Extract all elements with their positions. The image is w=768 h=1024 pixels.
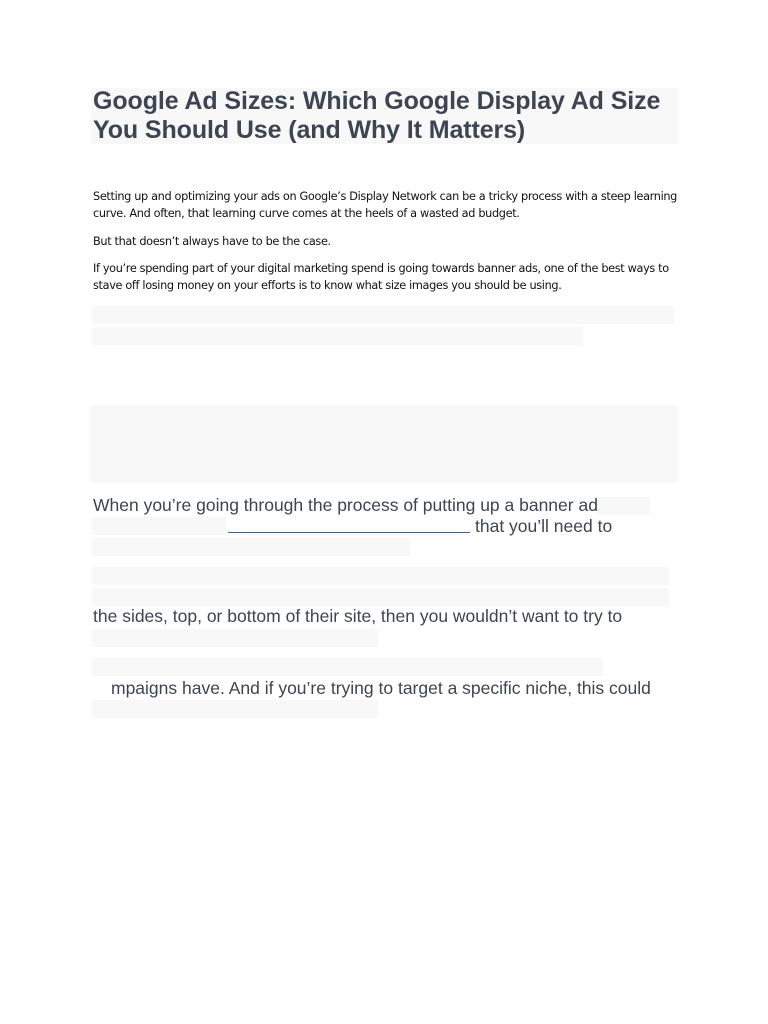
image-placeholder	[90, 405, 678, 483]
intro-paragraph: Setting up and optimizing your ads on Google’s Display Network can be a tricky process with a steep learning curve. And often, that learning curve comes at the heels of a wasted ad budget.	[93, 190, 677, 220]
redacted-line	[92, 700, 378, 718]
redacted-line	[92, 658, 603, 676]
page-title: Google Ad Sizes: Which Google Display Ad Size You Should Use (and Why It Matters)	[93, 87, 661, 144]
campaigns-line: mpaigns have. And if you’re trying to target a specific niche, this could	[111, 678, 651, 698]
redacted-line	[92, 538, 410, 556]
banner-ad-line: When you’re going through the process of putting up a banner ad	[93, 495, 598, 515]
redacted-line	[92, 517, 226, 535]
redacted-line	[92, 588, 669, 606]
redacted-line	[92, 327, 583, 345]
redacted-line	[596, 497, 650, 515]
redacted-line	[92, 629, 378, 647]
redacted-line	[92, 306, 674, 324]
paragraph-2: But that doesn’t always have to be the case.	[93, 235, 331, 248]
link-underline[interactable]	[228, 532, 470, 533]
need-to-line: that you’ll need to	[475, 516, 613, 536]
sides-line: the sides, top, or bottom of their site, then you wouldn’t want to try to	[93, 606, 623, 626]
paragraph-3: If you’re spending part of your digital marketing spend is going towards banner ads, one of the best ways to stave off losing money on your efforts is to know what size images you should be using.	[93, 262, 669, 292]
redacted-line	[92, 567, 669, 585]
